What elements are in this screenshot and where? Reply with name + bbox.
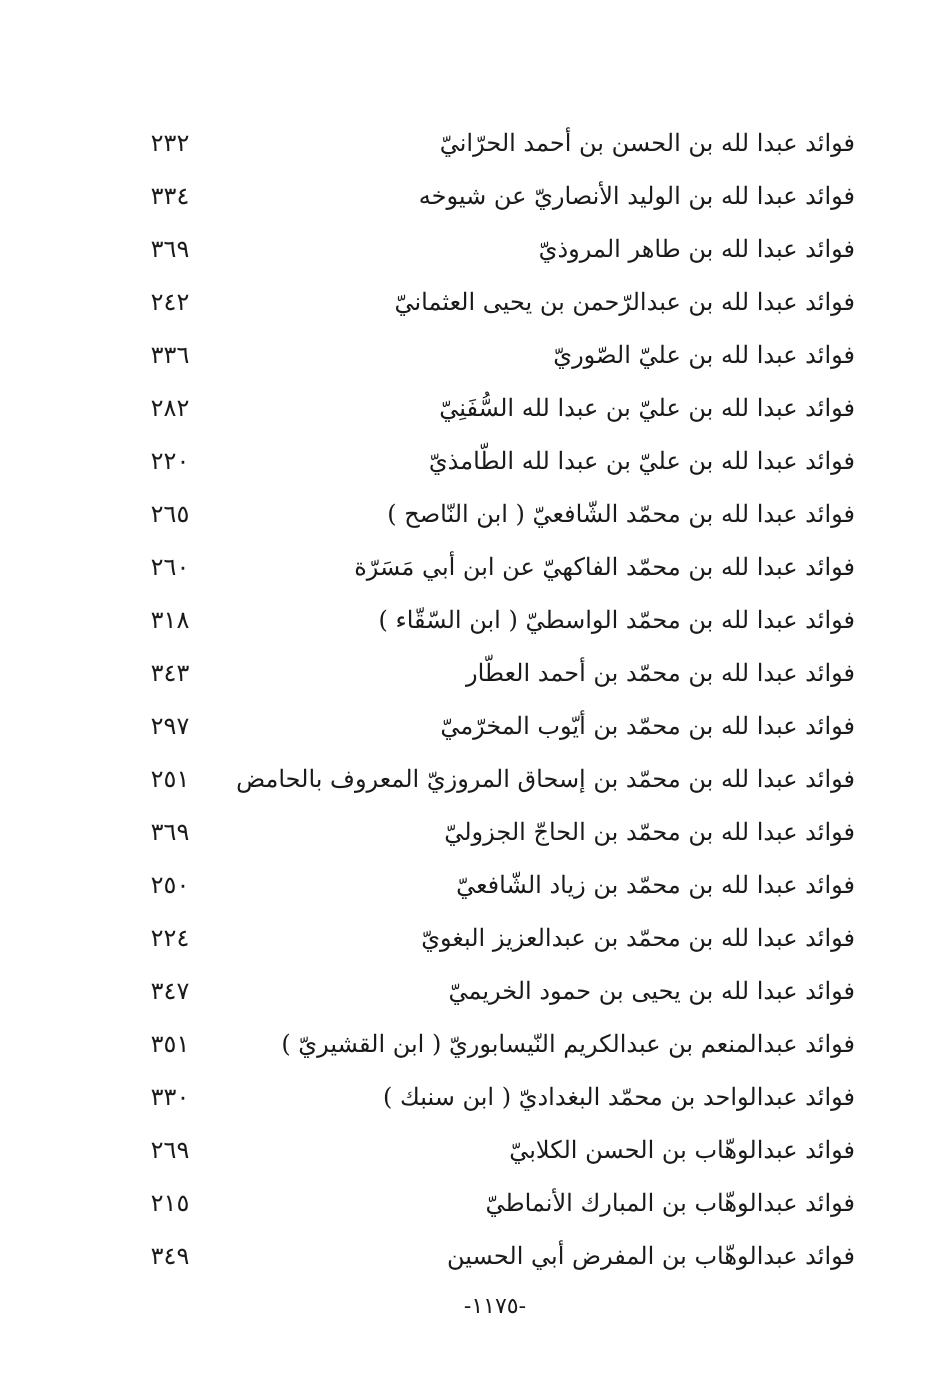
index-entry: [130, 1072, 855, 1125]
entry-page-number: ٢٢٠: [150, 447, 190, 475]
index-entry: [130, 701, 855, 754]
entry-title: فوائد عبدا لله بن محمّد بن الحاجّ الجزوليّ: [444, 818, 855, 846]
entry-title: فوائد عبدا لله بن عليّ بن عبدا لله الطّامذيّ: [428, 447, 855, 475]
index-entry: [130, 1231, 855, 1284]
index-entry: [130, 118, 855, 171]
index-entry: [130, 277, 855, 330]
index-entry: [130, 171, 855, 224]
entry-page-number: ٣٤٧: [150, 977, 190, 1005]
page-number: -١١٧٥-: [463, 1294, 527, 1319]
index-entry: [130, 754, 855, 807]
entry-title: فوائد عبدا لله بن محمّد الواسطيّ ( ابن السّقّاء ): [378, 606, 855, 634]
entry-page-number: ٣١٨: [150, 606, 190, 634]
index-entry: [130, 542, 855, 595]
index-entry: [130, 224, 855, 277]
entry-title: فوائد عبدا لله بن محمّد بن عبدالعزيز البغويّ: [421, 924, 855, 952]
entry-page-number: ٣٣٦: [150, 341, 190, 369]
index-entry: [130, 383, 855, 436]
entry-page-number: ٢١٥: [150, 1189, 190, 1217]
index-entry: [130, 595, 855, 648]
entry-title: فوائد عبدا لله بن محمّد بن أحمد العطّار: [465, 659, 855, 687]
entry-page-number: ٢٥١: [150, 765, 190, 793]
index-entry: [130, 860, 855, 913]
entry-title: فوائد عبدا لله بن الحسن بن أحمد الحرّانيّ: [439, 129, 855, 157]
entry-title: فوائد عبدا لله بن محمّد بن أيّوب المخرّميّ: [440, 712, 855, 740]
entry-page-number: ٣٤٩: [150, 1242, 190, 1270]
index-entry: [130, 648, 855, 701]
entry-title: فوائد عبدا لله بن محمّد الفاكهيّ عن ابن أبي مَسَرّة: [354, 553, 855, 581]
entry-page-number: ٣٦٩: [150, 818, 190, 846]
entry-page-number: ٢٦٩: [150, 1136, 190, 1164]
entry-title: فوائد عبدا لله بن يحيى بن حمود الخريميّ: [448, 977, 855, 1005]
entry-page-number: ٢٩٧: [150, 712, 190, 740]
entry-page-number: ٣٣٤: [150, 182, 190, 210]
entry-title: فوائد عبدالوهّاب بن المفرض أبي الحسين: [446, 1242, 855, 1270]
entry-title: فوائد عبدالوهّاب بن الحسن الكلابيّ: [509, 1136, 855, 1164]
index-entry: [130, 330, 855, 383]
index-entry: [130, 1178, 855, 1231]
entry-title: فوائد عبدا لله بن محمّد الشّافعيّ ( ابن النّاصح ): [387, 500, 855, 528]
entry-page-number: ٢٨٢: [150, 394, 190, 422]
entry-page-number: ٣٣٠: [150, 1083, 190, 1111]
entry-title: فوائد عبدا لله بن محمّد بن إسحاق المروزيّ المعروف بالحامض: [236, 765, 855, 793]
entry-page-number: ٣٤٣: [150, 659, 190, 687]
index-entry-list: [130, 118, 855, 1284]
entry-title: فوائد عبدالمنعم بن عبدالكريم النّيسابوريّ ( ابن القشيريّ ): [281, 1030, 855, 1058]
entry-page-number: ٢٦٥: [150, 500, 190, 528]
entry-title: فوائد عبدالوهّاب بن المبارك الأنماطيّ: [485, 1189, 855, 1217]
entry-title: فوائد عبدا لله بن محمّد بن زياد الشّافعيّ: [456, 871, 855, 899]
entry-page-number: ٢٤٢: [150, 288, 190, 316]
entry-title: فوائد عبدا لله بن طاهر المروذيّ: [538, 235, 855, 263]
entry-title: فوائد عبدا لله بن عليّ الصّوريّ: [553, 341, 855, 369]
index-entry: [130, 436, 855, 489]
entry-page-number: ٢٦٠: [150, 553, 190, 581]
index-entry: [130, 807, 855, 860]
entry-page-number: ٢٢٤: [150, 924, 190, 952]
index-entry: [130, 913, 855, 966]
entry-page-number: ٣٥١: [150, 1030, 190, 1058]
index-entry: [130, 1019, 855, 1072]
entry-title: فوائد عبدا لله بن عليّ بن عبدا لله السُّفَنِيّ: [439, 394, 855, 422]
entry-title: فوائد عبدا لله بن عبدالرّحمن بن يحيى العثمانيّ: [394, 288, 855, 316]
index-entry: [130, 966, 855, 1019]
entry-page-number: ٢٣٢: [150, 129, 190, 157]
entry-page-number: ٢٥٠: [150, 871, 190, 899]
entry-title: فوائد عبدا لله بن الوليد الأنصاريّ عن شيوخه: [418, 182, 855, 210]
index-entry: [130, 1125, 855, 1178]
entry-page-number: ٣٦٩: [150, 235, 190, 263]
index-entry: [130, 489, 855, 542]
entry-title: فوائد عبدالواحد بن محمّد البغداديّ ( ابن سنبك ): [383, 1083, 855, 1111]
